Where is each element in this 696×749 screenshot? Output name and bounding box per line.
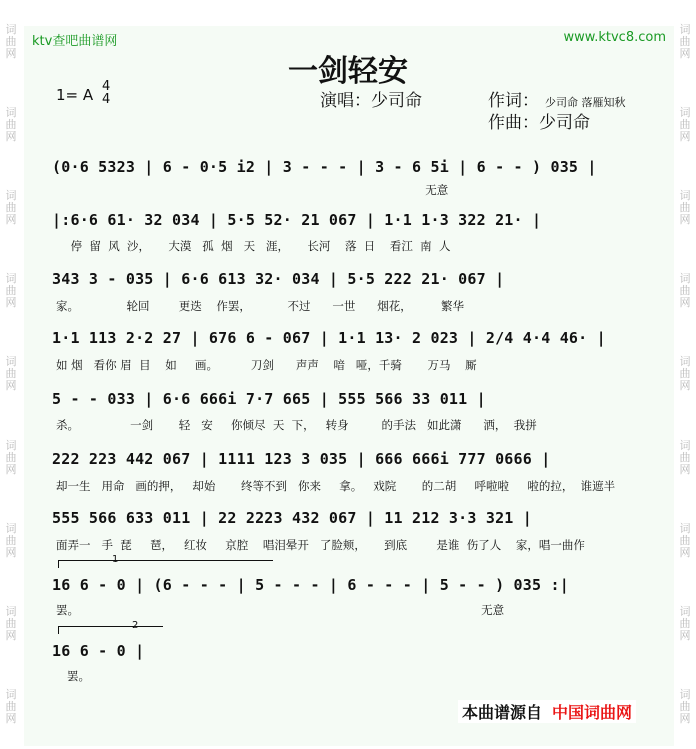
watermark-text: 词 曲 网	[679, 355, 691, 393]
time-signature-bottom: 4	[102, 92, 111, 107]
watermark-text: 词 曲 网	[679, 688, 691, 726]
watermark-text: 词 曲 网	[5, 521, 17, 559]
watermark-text: 词 曲 网	[5, 605, 17, 643]
second-ending-tick	[58, 626, 59, 634]
watermark-text: 词 曲 网	[5, 438, 17, 476]
watermark-text: 词 曲 网	[5, 272, 17, 310]
second-ending-bracket	[58, 626, 163, 627]
watermark-text: 词 曲 网	[679, 189, 691, 227]
watermark-left	[0, 0, 22, 749]
source-prefix: 本曲谱源自	[462, 703, 543, 722]
watermark-text: 词 曲 网	[679, 272, 691, 310]
lyric-row: 罢。	[56, 669, 90, 683]
watermark-text: 词 曲 网	[679, 105, 691, 143]
key-signature: 1= A	[56, 86, 94, 104]
watermark-text: 词 曲 网	[5, 22, 17, 60]
song-title: 一剑轻安	[288, 54, 408, 89]
notation-row: 222 223 442 067 | 1111 123 3 035 | 666 666i 777 0666 |	[52, 450, 551, 468]
composer-credit: 作曲：少司命	[488, 113, 590, 133]
singer-credit: 演唱：少司命	[320, 91, 422, 111]
watermark-text: 词 曲 网	[5, 189, 17, 227]
lyricist-label: 作词：	[488, 91, 539, 111]
lyric-row: 面弄一 手 琵 琶， 红妆 京腔 唱泪晕开 了脸颊， 到底 是谁 伤了人 家，唱一曲作	[56, 538, 585, 552]
source-credit	[458, 700, 636, 723]
source-site-link[interactable]: 中国词曲网	[552, 703, 633, 722]
first-ending-bracket	[58, 560, 273, 561]
notation-row: 5 - - 033 | 6·6 666i 7·7 665 | 555 566 33 011 |	[52, 390, 486, 408]
site-url-right[interactable]: www.ktvc8.com	[563, 30, 666, 45]
lyric-row: 杀。 一剑 轻 安 你倾尽 天 下， 转身 的手法 如此潇 洒， 我拼	[56, 418, 537, 432]
lyric-row: 罢。 无意	[56, 603, 505, 617]
score-sheet	[24, 26, 674, 746]
notation-row: 1·1 113 2·2 27 | 676 6 - 067 | 1·1 13· 2 023 | 2/4 4·4 46· |	[52, 329, 606, 347]
notation-row: 555 566 633 011 | 22 2223 432 067 | 11 212 3·3 321 |	[52, 509, 532, 527]
time-signature-top: 4	[102, 79, 111, 94]
first-ending-number: 1	[112, 554, 119, 565]
time-signature	[102, 80, 110, 106]
watermark-text: 词 曲 网	[5, 688, 17, 726]
first-ending-tick	[58, 560, 59, 568]
watermark-text: 词 曲 网	[5, 355, 17, 393]
site-name-left[interactable]: ktv查吧曲谱网	[32, 34, 118, 49]
watermark-text: 词 曲 网	[679, 438, 691, 476]
lyric-row: 无意	[56, 183, 449, 197]
notation-row: (0·6 5323 | 6 - 0·5 i2 | 3 - - - | 3 - 6 5i | 6 - - ) 035 |	[52, 158, 597, 176]
notation-row: 16 6 - 0 |	[52, 642, 145, 660]
watermark-text: 词 曲 网	[679, 605, 691, 643]
lyric-row: 家。 轮回 更迭 作罢， 不过 一世 烟花， 繁华	[56, 299, 465, 313]
lyric-row: 如 烟 看你 眉 目 如 画。 刀剑 声声 喑 哑，千骑 万马 厮	[56, 358, 477, 372]
notation-row: 343 3 - 035 | 6·6 613 32· 034 | 5·5 222 21· 067 |	[52, 270, 505, 288]
lyricist-names: 少司命 落雁知秋	[545, 96, 626, 109]
notation-row: 16 6 - 0 | (6 - - - | 5 - - - | 6 - - - | 5 - - ) 035 :|	[52, 576, 569, 594]
second-ending-number: 2	[132, 620, 139, 631]
watermark-text: 词 曲 网	[679, 22, 691, 60]
lyric-row: 停 留 风 沙， 大漠 孤 烟 天 涯， 长河 落 日 看江 南 人	[56, 239, 451, 253]
watermark-text: 词 曲 网	[5, 105, 17, 143]
lyric-row: 却一生 用命 画的押， 却始 终等不到 你来 拿。 戏院 的二胡 呼啦啦 啦的拉， 谁遮半	[56, 479, 616, 493]
notation-row: |:6·6 61· 32 034 | 5·5 52· 21 067 | 1·1 1·3 322 21· |	[52, 211, 542, 229]
watermark-text: 词 曲 网	[679, 521, 691, 559]
watermark-right	[674, 0, 696, 749]
